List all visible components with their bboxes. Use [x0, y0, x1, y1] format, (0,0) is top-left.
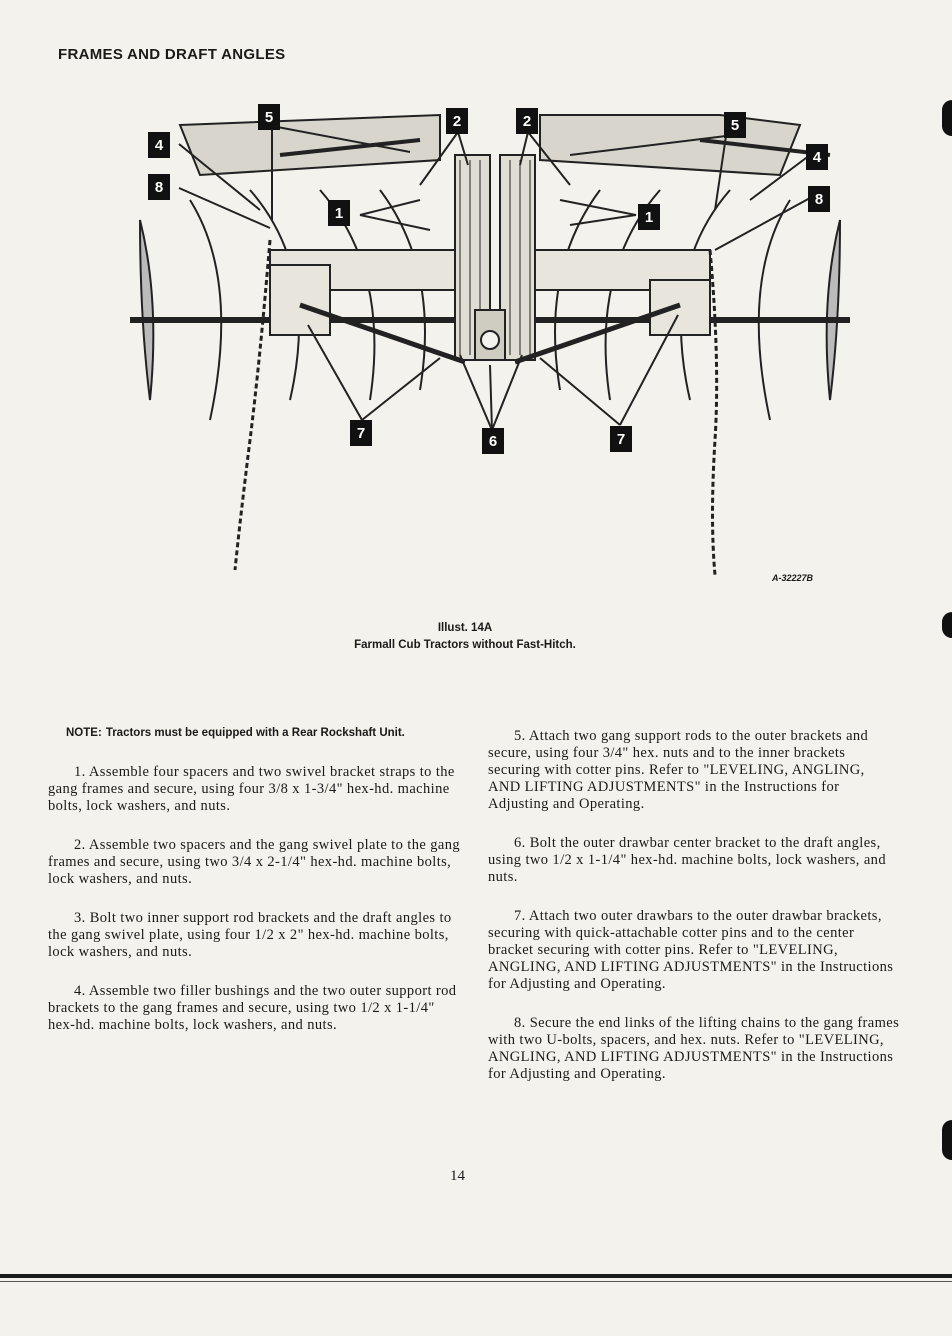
step-8: 8. Secure the end links of the lifting chains to the gang frames with two U-bolts, spacers, and hex. nuts. Refer to "LEVELING, ANGLING, AND LIFTING ADJUSTMENTS" in the Instructions for Adjusting and Operating.	[488, 1015, 900, 1082]
right-column	[488, 728, 900, 1105]
step-1: 1. Assemble four spacers and two swivel bracket straps to the gang frames and secure, using four 3/8 x 1-3/4" hex-hd. machine bolts, lock washers, and nuts.	[48, 764, 455, 814]
step-3: 3. Bolt two inner support rod brackets and the draft angles to the gang swivel plate, using four 1/2 x 2" hex-hd. machine bolts, lock washers, and nuts.	[48, 910, 452, 960]
figure-number: A-32227B	[772, 573, 814, 583]
bottom-rule-thin	[0, 1281, 952, 1282]
callout-2-left: 2	[446, 108, 468, 134]
callout-6: 6	[482, 428, 504, 454]
note-label: NOTE:	[66, 727, 102, 739]
callout-4-left: 4	[148, 132, 170, 158]
callout-2-right: 2	[516, 108, 538, 134]
note-text: Tractors must be equipped with a Rear Rockshaft Unit.	[105, 727, 405, 739]
left-column	[48, 724, 460, 1056]
callout-7-left: 7	[350, 420, 372, 446]
page-number: 14	[450, 1168, 465, 1184]
callout-1-right: 1	[638, 204, 660, 230]
step-6: 6. Bolt the outer drawbar center bracket to the draft angles, using two 1/2 x 1-1/4" hex-hd. machine bolts, lock washers, and nuts.	[488, 835, 886, 885]
caption-line-2: Farmall Cub Tractors without Fast-Hitch.	[354, 639, 576, 651]
callout-4-right: 4	[806, 144, 828, 170]
disc-harrow-illustration	[130, 100, 850, 600]
binder-tab-mark	[942, 612, 952, 638]
callout-7-right: 7	[610, 426, 632, 452]
bottom-rule	[0, 1274, 952, 1278]
callout-5-left: 5	[258, 104, 280, 130]
step-2: 2. Assemble two spacers and the gang swivel plate to the gang frames and secure, using two 3/4 x 2-1/4" hex-hd. machine bolts, lock washers, and nuts.	[48, 837, 461, 887]
step-5: 5. Attach two gang support rods to the outer brackets and secure, using four 3/4" hex. nuts and to the inner brackets securing with cotter pins. Refer to "LEVELING, ANGLING, AND LIFTING ADJUSTMENTS" in the Instructions for Adjusting and Operating.	[488, 728, 869, 812]
binder-tab-mark	[942, 1120, 952, 1160]
page-heading: FRAMES AND DRAFT ANGLES	[58, 46, 286, 63]
callout-8-left: 8	[148, 174, 170, 200]
step-7: 7. Attach two outer drawbars to the outer drawbar brackets, securing with quick-attachable cotter pins and to the center bracket securing with cotter pins. Refer to "LEVELING, ANGLING, AND LIFTING ADJUSTMENTS" in the Instructions for Adjusting and Operating.	[488, 908, 894, 992]
note	[66, 724, 460, 742]
step-4: 4. Assemble two filler bushings and the two outer support rod brackets to the gang frames and secure, using two 1/2 x 1-1/4" hex-hd. machine bolts, lock washers, and nuts.	[48, 983, 457, 1033]
callout-8-right: 8	[808, 186, 830, 212]
callout-5-right: 5	[724, 112, 746, 138]
caption-line-1: Illust. 14A	[437, 622, 493, 634]
callout-1-left: 1	[328, 200, 350, 226]
binder-tab-mark	[942, 100, 952, 136]
